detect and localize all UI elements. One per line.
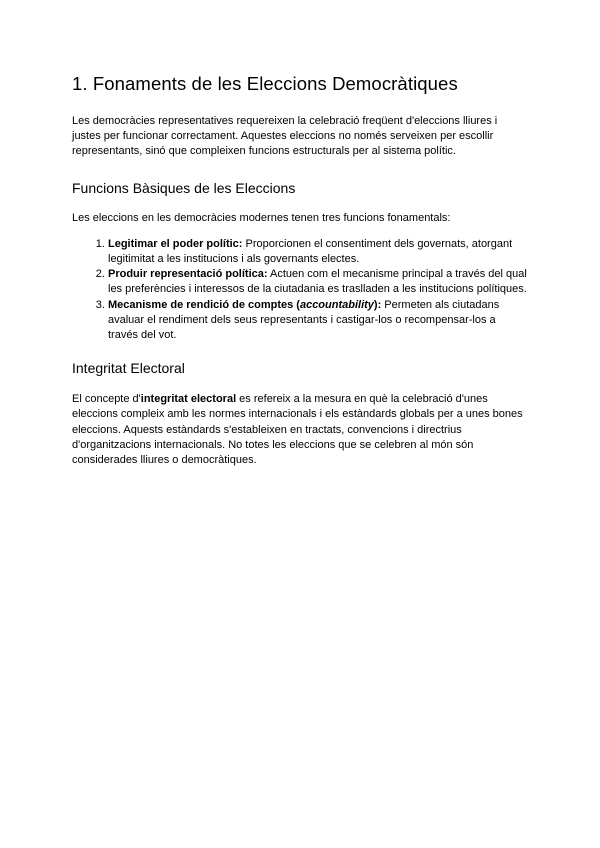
list-item-text: Proporcionen el consentiment dels governats, atorgant legitimitat a les institucions i als governants electes. [108, 237, 513, 266]
list-item-term-italic: accountability [299, 298, 374, 311]
list-item [108, 267, 528, 297]
list-item-term: Produir representació política: [108, 268, 268, 281]
paragraph-text-start: El concepte d' [72, 393, 141, 406]
page-title: 1. Fonaments de les Eleccions Democràtiques [72, 73, 458, 94]
intro-paragraph: Les democràcies representatives requereixen la celebració freqüent d'eleccions lliures i justes per funcionar correctament. Aquestes eleccions no només serveixen per escollir representants, sinó que compleixen funcions estructurals per al sistema polític. [72, 115, 498, 158]
list-item-term: Mecanisme de rendició de comptes ( [108, 298, 300, 311]
list-item-term: Legitimar el poder polític: [108, 237, 243, 250]
key-term: integritat electoral [140, 393, 237, 406]
list-item [108, 298, 528, 344]
section-lead: Les eleccions en les democràcies modernes tenen tres funcions fonamentals: [72, 211, 451, 224]
list-item-term-end: ): [373, 298, 382, 311]
section-heading-integrity: Integritat Electoral [72, 360, 185, 377]
section-heading-functions: Funcions Bàsiques de les Eleccions [72, 179, 296, 196]
functions-list [72, 237, 528, 343]
list-item-text: Actuen com el mecanisme principal a través del qual les preferències i interessos de la ciutadania es traslladen a les institucions polítiques. [108, 268, 527, 296]
list-item [108, 237, 528, 267]
paragraph-text-end: es refereix a la mesura en què la celebració d'unes eleccions compleix amb les normes internacionals i els estàndards globals per a unes bones eleccions. Aquests estàndards s'estableixen en tractats, convencions i directrius d'organitzacions internacionals. No totes les eleccions que se celebren al món són considerades lliures o democràtiques. [72, 393, 523, 467]
integrity-paragraph [72, 392, 528, 468]
list-item-text: Permeten als ciutadans avaluar el rendiment dels seus representants i castigar-los o recompensar-los a través del vot. [108, 298, 500, 342]
